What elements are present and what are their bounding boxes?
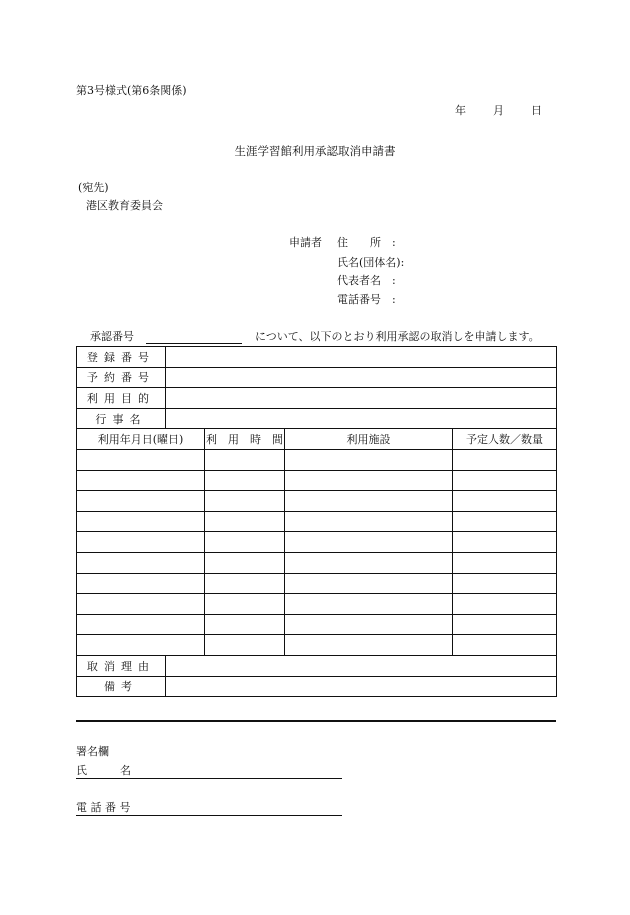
col-usage-date-header: 利用年月日(曜日)	[77, 429, 205, 450]
table-row	[77, 614, 557, 635]
usage-time-cell[interactable]	[205, 552, 285, 573]
column-header-row	[77, 429, 557, 450]
headcount-cell[interactable]	[453, 491, 557, 512]
form-title: 生涯学習館利用承認取消申請書	[234, 144, 396, 158]
applicant-representative-field[interactable]: 代表者名 :	[337, 274, 396, 287]
table-row	[77, 573, 557, 594]
facility-cell[interactable]	[285, 635, 453, 656]
cancel-reason-row	[77, 655, 557, 676]
col-facility-header: 利用施設	[285, 429, 453, 450]
divider	[76, 720, 556, 722]
date-day: 日	[531, 104, 542, 117]
headcount-cell[interactable]	[453, 449, 557, 470]
date-line	[455, 104, 542, 118]
headcount-cell[interactable]	[453, 614, 557, 635]
event-name-label: 行事名	[77, 408, 166, 429]
registration-number-row	[77, 347, 557, 368]
usage-time-cell[interactable]	[205, 635, 285, 656]
usage-time-cell[interactable]	[205, 614, 285, 635]
headcount-cell[interactable]	[453, 635, 557, 656]
applicant-address-field[interactable]: 住 所 :	[337, 236, 396, 249]
approval-number-field[interactable]	[146, 331, 242, 344]
table-row	[77, 594, 557, 615]
usage-date-cell[interactable]	[77, 449, 205, 470]
addressee-name: 港区教育委員会	[86, 199, 163, 212]
table-row	[77, 470, 557, 491]
headcount-cell[interactable]	[453, 594, 557, 615]
col-usage-time-header: 利 用 時 間	[205, 429, 285, 450]
purpose-label: 利用目的	[77, 388, 166, 409]
reservation-number-value[interactable]	[166, 367, 557, 388]
facility-cell[interactable]	[285, 614, 453, 635]
headcount-cell[interactable]	[453, 532, 557, 553]
event-name-value[interactable]	[166, 408, 557, 429]
remarks-row	[77, 676, 557, 697]
facility-cell[interactable]	[285, 532, 453, 553]
facility-cell[interactable]	[285, 552, 453, 573]
usage-date-cell[interactable]	[77, 470, 205, 491]
applicant-name-field[interactable]: 氏名(団体名):	[337, 256, 405, 269]
approval-label: 承認番号	[90, 330, 134, 343]
table-row	[77, 449, 557, 470]
headcount-cell[interactable]	[453, 552, 557, 573]
remarks-label: 備考	[77, 676, 166, 697]
application-table	[76, 346, 557, 697]
date-month: 月	[493, 104, 504, 117]
reservation-number-label: 予約番号	[77, 367, 166, 388]
table-row	[77, 491, 557, 512]
purpose-row	[77, 388, 557, 409]
usage-date-cell[interactable]	[77, 511, 205, 532]
applicant-label: 申請者	[289, 236, 322, 249]
facility-cell[interactable]	[285, 511, 453, 532]
table-row	[77, 635, 557, 656]
usage-time-cell[interactable]	[205, 594, 285, 615]
form-number: 第3号様式(第6条関係)	[76, 84, 187, 97]
headcount-cell[interactable]	[453, 511, 557, 532]
signature-phone-label: 電 話 番 号	[76, 801, 131, 814]
cancel-reason-label: 取消理由	[77, 655, 166, 676]
registration-number-label: 登録番号	[77, 347, 166, 368]
usage-time-cell[interactable]	[205, 470, 285, 491]
usage-date-cell[interactable]	[77, 573, 205, 594]
registration-number-value[interactable]	[166, 347, 557, 368]
reservation-number-row	[77, 367, 557, 388]
table-row	[77, 511, 557, 532]
facility-cell[interactable]	[285, 449, 453, 470]
usage-date-cell[interactable]	[77, 532, 205, 553]
usage-time-cell[interactable]	[205, 532, 285, 553]
facility-cell[interactable]	[285, 470, 453, 491]
cancel-reason-value[interactable]	[166, 655, 557, 676]
headcount-cell[interactable]	[453, 573, 557, 594]
approval-statement: について、以下のとおり利用承認の取消しを申請します。	[255, 330, 540, 343]
table-row	[77, 552, 557, 573]
remarks-value[interactable]	[166, 676, 557, 697]
signature-phone-field[interactable]	[76, 801, 342, 816]
usage-date-cell[interactable]	[77, 614, 205, 635]
date-year: 年	[455, 104, 466, 117]
usage-date-cell[interactable]	[77, 635, 205, 656]
usage-time-cell[interactable]	[205, 449, 285, 470]
facility-cell[interactable]	[285, 573, 453, 594]
usage-time-cell[interactable]	[205, 491, 285, 512]
event-name-row	[77, 408, 557, 429]
facility-cell[interactable]	[285, 491, 453, 512]
addressee-prefix: (宛先)	[78, 181, 109, 194]
signature-name-label: 氏 名	[76, 764, 131, 777]
facility-cell[interactable]	[285, 594, 453, 615]
usage-date-cell[interactable]	[77, 491, 205, 512]
table-row	[77, 532, 557, 553]
signature-title: 署名欄	[76, 745, 109, 758]
usage-time-cell[interactable]	[205, 511, 285, 532]
col-headcount-header: 予定人数／数量	[453, 429, 557, 450]
approval-line	[90, 330, 540, 344]
usage-date-cell[interactable]	[77, 552, 205, 573]
headcount-cell[interactable]	[453, 470, 557, 491]
usage-date-cell[interactable]	[77, 594, 205, 615]
applicant-phone-field[interactable]: 電話番号 :	[337, 293, 396, 306]
signature-name-field[interactable]	[76, 764, 342, 779]
usage-time-cell[interactable]	[205, 573, 285, 594]
purpose-value[interactable]	[166, 388, 557, 409]
